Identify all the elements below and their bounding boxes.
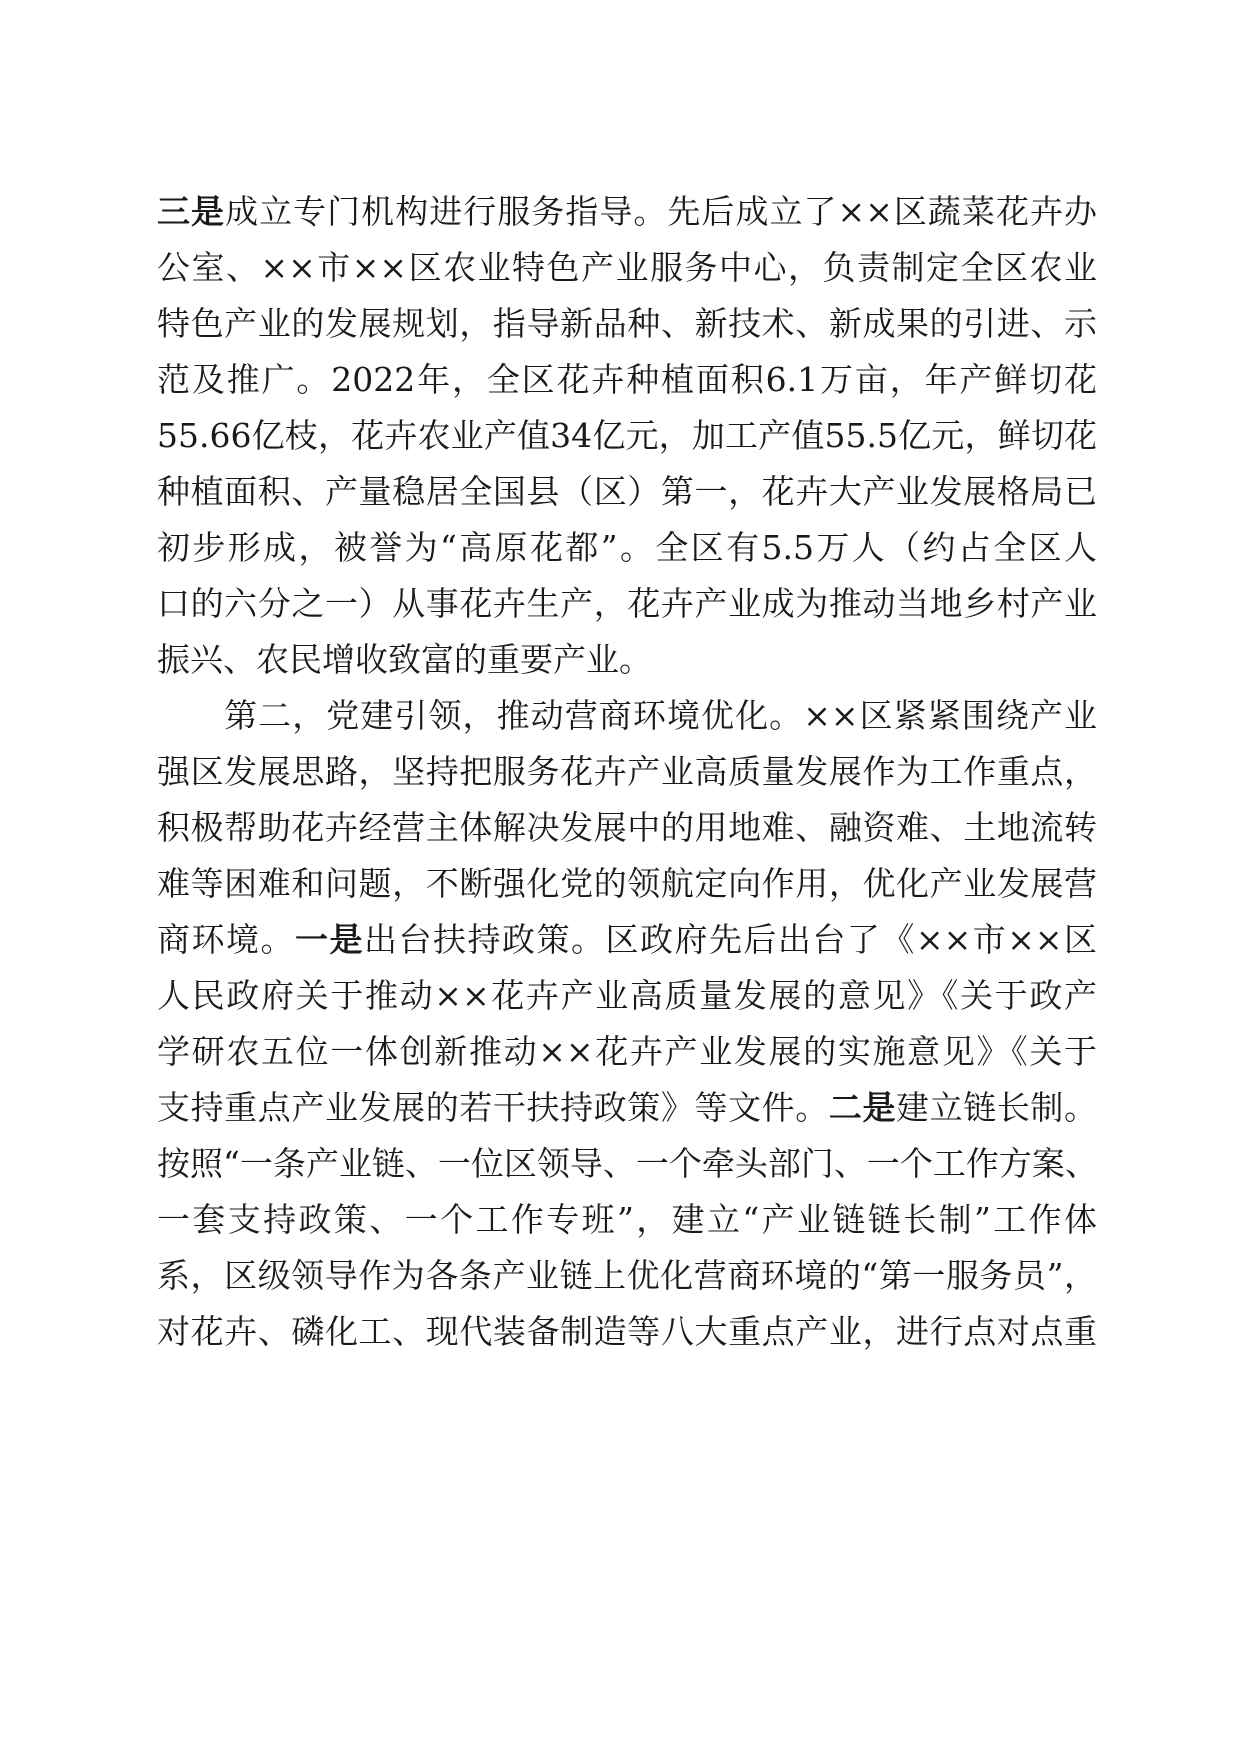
text-line: 系，区级领导作为各条产业链上优化营商环境的“第一服务员”，	[157, 1256, 1097, 1295]
text-line: 初步形成，被誉为“高原花都”。全区有5.5万人（约占全区人	[157, 528, 1097, 567]
text-line: 人民政府关于推动××花卉产业高质量发展的意见》《关于政产	[157, 976, 1097, 1015]
text-line: 种植面积、产量稳居全国县（区）第一，花卉大产业发展格局已	[157, 472, 1097, 511]
text-line: 口的六分之一）从事花卉生产，花卉产业成为推动当地乡村产业	[157, 584, 1097, 623]
text-line: 范及推广。2022年，全区花卉种植面积6.1万亩，年产鲜切花	[157, 360, 1097, 399]
paragraph-2	[157, 688, 1097, 1360]
bold-marker: 二是	[828, 1088, 897, 1127]
text-line: 难等困难和问题，不断强化党的领航定向作用，优化产业发展营	[157, 864, 1097, 903]
text-line: 第二，党建引领，推动营商环境优化。××区紧紧围绕产业	[223, 696, 1097, 735]
text-line: 商环境。一是出台扶持政策。区政府先后出台了《××市××区	[157, 920, 1098, 959]
text-line: 强区发展思路，坚持把服务花卉产业高质量发展作为工作重点，	[157, 752, 1097, 791]
paragraph-1	[157, 184, 1097, 688]
text-line: 一套支持政策、一个工作专班”，建立“产业链链长制”工作体	[157, 1200, 1097, 1239]
text-line: 按照“一条产业链、一位区领导、一个牵头部门、一个工作方案、	[157, 1144, 1098, 1183]
text-line: 积极帮助花卉经营主体解决发展中的用地难、融资难、土地流转	[157, 808, 1097, 847]
text-line: 公室、××市××区农业特色产业服务中心，负责制定全区农业	[157, 248, 1097, 287]
bold-marker: 三是	[157, 192, 226, 231]
text-line: 振兴、农民增收致富的重要产业。	[157, 640, 652, 679]
text-line: 特色产业的发展规划，指导新品种、新技术、新成果的引进、示	[157, 304, 1097, 343]
bold-marker: 一是	[294, 920, 364, 959]
text-line: 55.66亿枝，花卉农业产值34亿元，加工产值55.5亿元，鲜切花	[157, 416, 1097, 455]
text-line: 三是成立专门机构进行服务指导。先后成立了××区蔬菜花卉办	[157, 192, 1097, 231]
text-line: 学研农五位一体创新推动××花卉产业发展的实施意见》《关于	[157, 1032, 1097, 1071]
text-line: 支持重点产业发展的若干扶持政策》等文件。二是建立链长制。	[157, 1088, 1098, 1127]
text-line: 对花卉、磷化工、现代装备制造等八大重点产业，进行点对点重	[157, 1312, 1097, 1351]
body-text	[157, 184, 1097, 1360]
